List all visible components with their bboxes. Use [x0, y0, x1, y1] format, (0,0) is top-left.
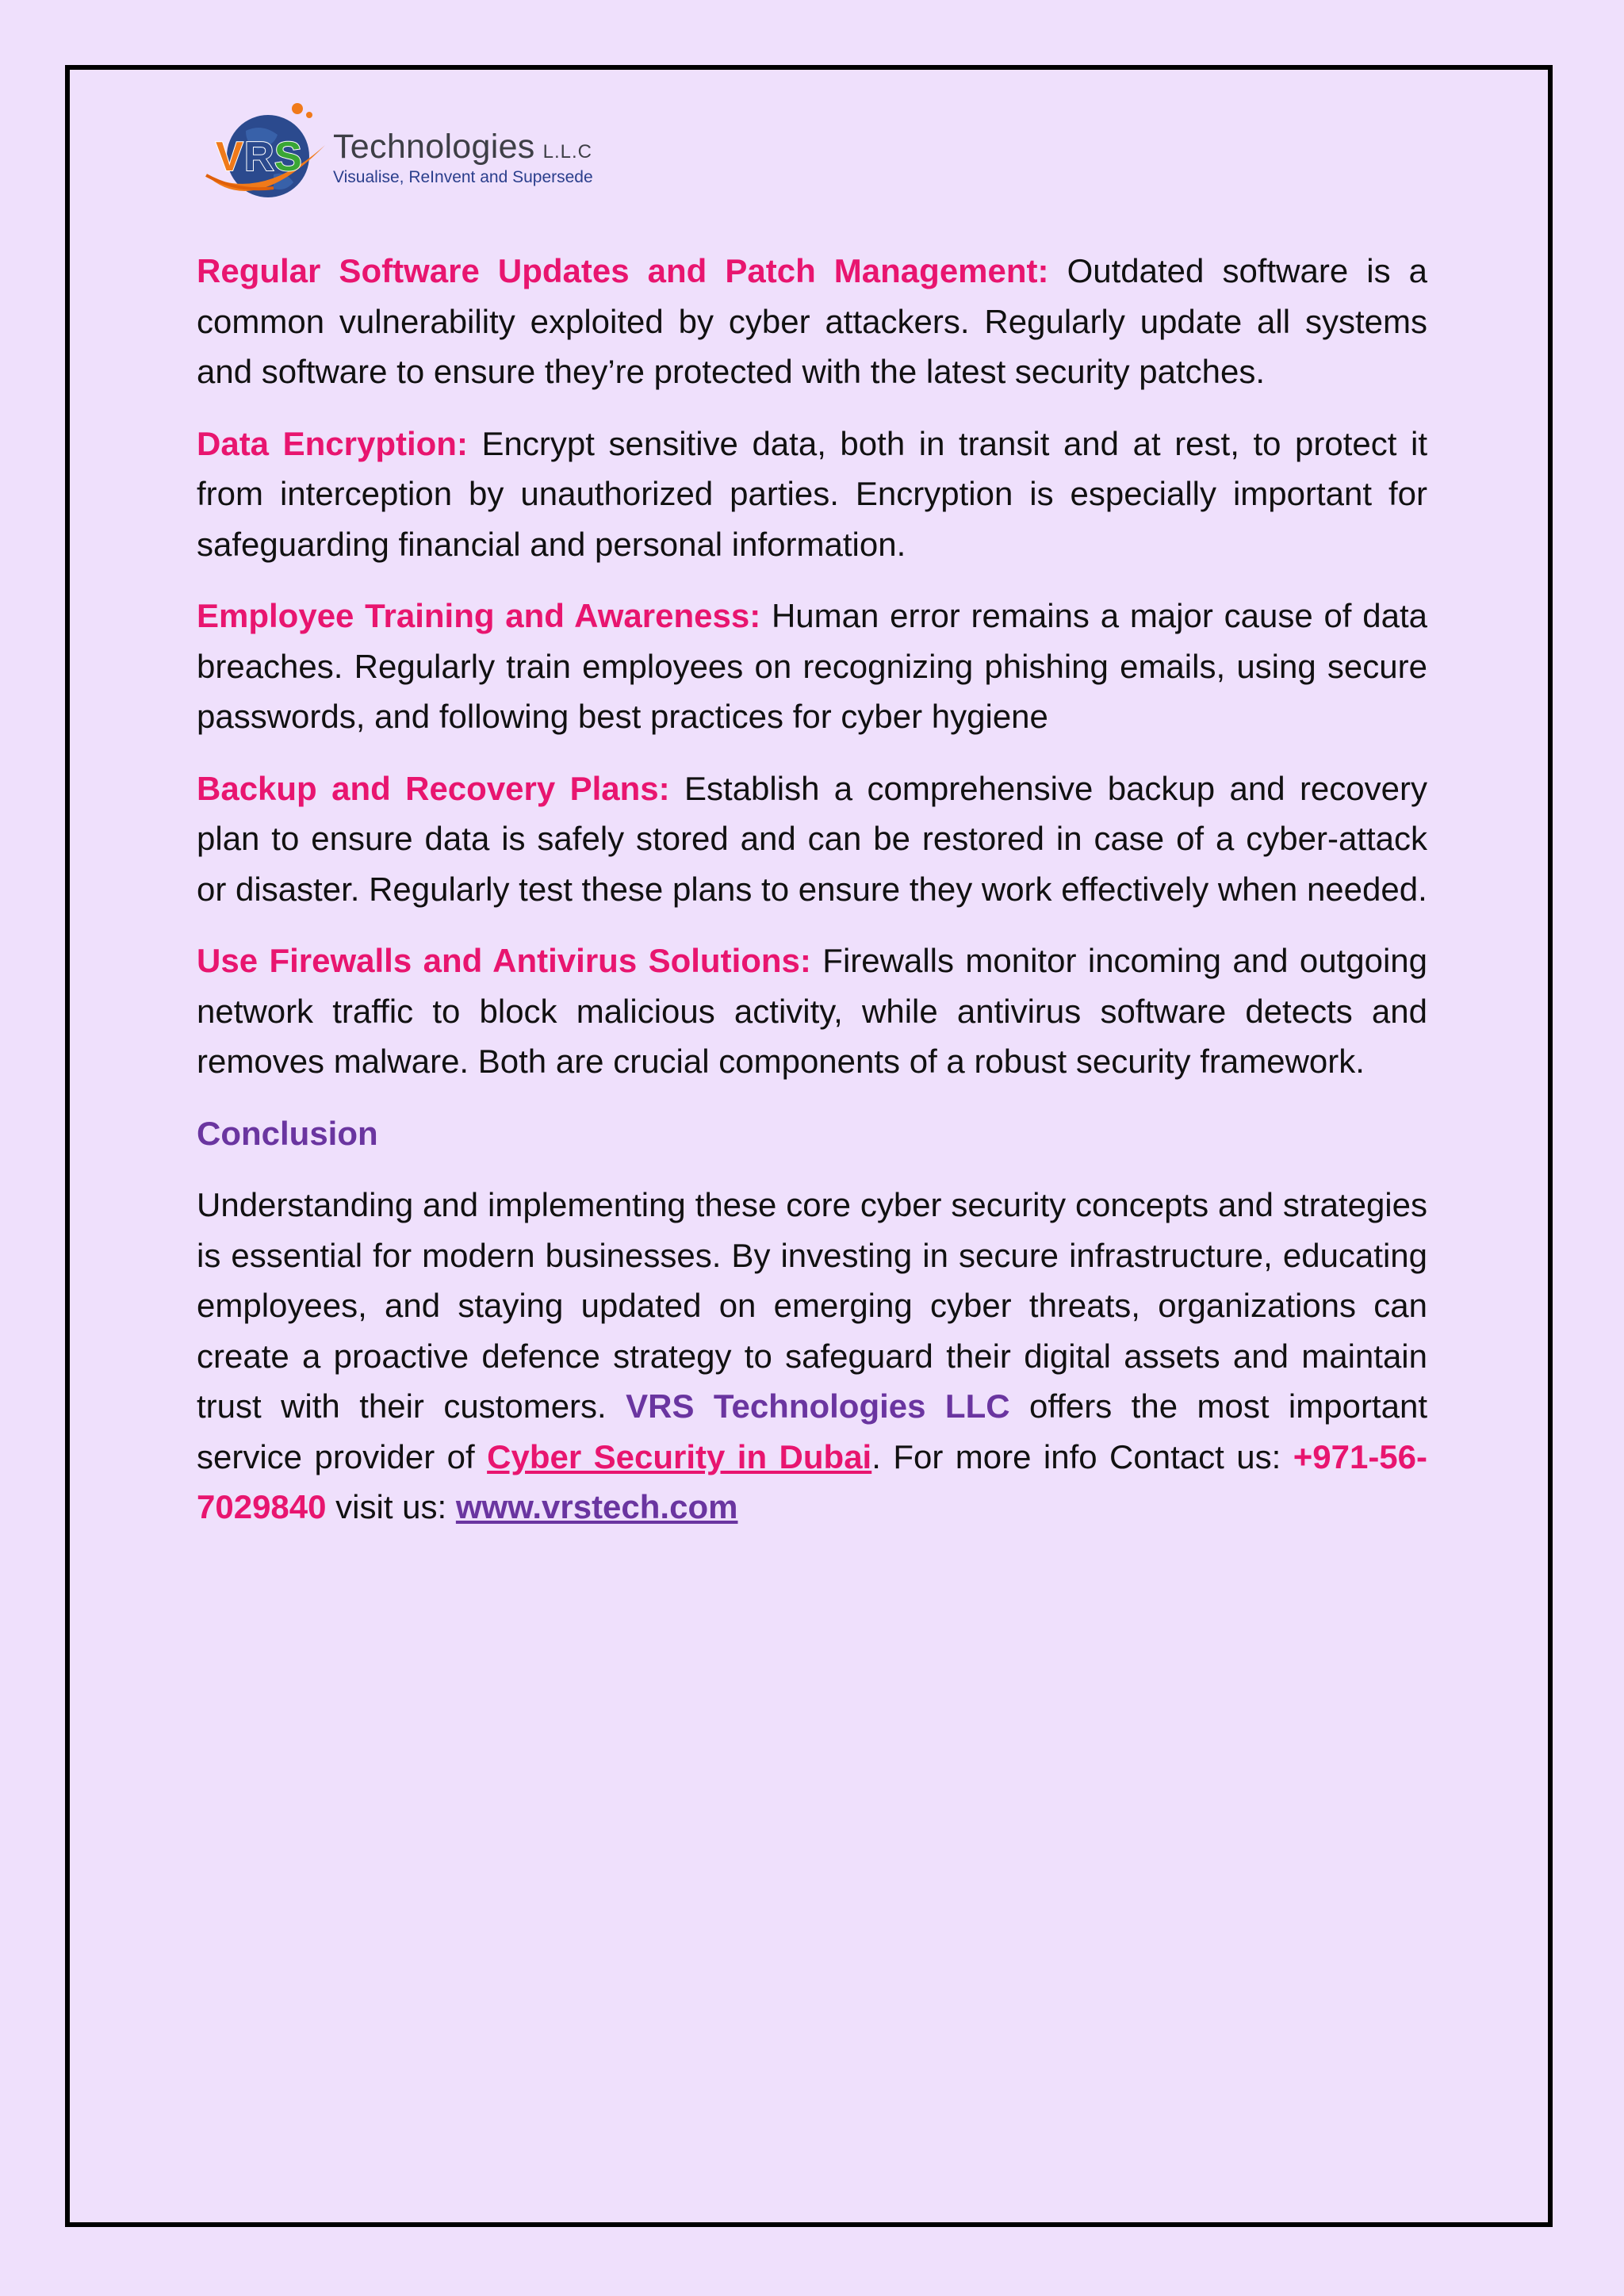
globe-logo-mark [198, 99, 333, 218]
section-lead: Backup and Recovery Plans: [197, 769, 670, 807]
section-software-updates [197, 246, 1427, 397]
section-body: Establish a comprehensive backup and recovery plan to ensure data is safely stored and can be restored in case of a cyber-attack or disaster. Regularly test these plans to ensure they work effectively when needed. [197, 769, 1427, 908]
section-firewalls-antivirus [197, 936, 1427, 1087]
section-lead: Use Firewalls and Antivirus Solutions: [197, 942, 811, 979]
section-body: Firewalls monitor incoming and outgoing network traffic to block malicious activity, while antivirus software detects and removes malware. Both are crucial components of a robust security framework. [197, 942, 1427, 1080]
company-logo [198, 99, 607, 218]
conclusion-text: Understanding and implementing these core cyber security concepts and strategies is essential for modern businesses. By investing in secure infrastructure, educating employees, and staying updated on emerging cyber threats, organizations can create a proactive defence strategy to safeguard their digital assets and maintain trust with their customers. [197, 1186, 1427, 1425]
section-body: Outdated software is a common vulnerability exploited by cyber attackers. Regularly update all systems and software to ensure they’re protected with the latest security patches. [197, 252, 1427, 390]
section-body: Human error remains a major cause of data breaches. Regularly train employees on recognizing phishing emails, using secure passwords, and following best practices for cyber hygiene [197, 597, 1427, 735]
logo-llc-suffix: L.L.C [542, 141, 592, 163]
section-lead: Data Encryption: [197, 424, 468, 462]
conclusion-text: visit us: [326, 1488, 456, 1525]
logo-tagline: Visualise, ReInvent and Supersede [333, 168, 593, 186]
document-body [197, 246, 1427, 1554]
cyber-security-dubai-link[interactable]: Cyber Security in Dubai [487, 1437, 872, 1475]
conclusion-text: offers the most important service provider of [197, 1387, 1427, 1475]
conclusion-text: . For more info Contact us: [871, 1437, 1293, 1475]
logo-company-name: Technologies L.L.C [333, 128, 592, 166]
website-link[interactable]: www.vrstech.com [455, 1488, 738, 1525]
section-employee-training [197, 591, 1427, 742]
section-body: Encrypt sensitive data, both in transit and at rest, to protect it from interception by unauthorized parties. Encryption is especially important for safeguarding financial and personal information. [197, 424, 1428, 563]
brand-name: VRS Technologies LLC [626, 1387, 1010, 1425]
section-lead: Regular Software Updates and Patch Management: [197, 252, 1049, 289]
section-data-encryption [197, 419, 1427, 570]
svg-text:S: S [274, 134, 302, 180]
svg-text:V: V [216, 134, 243, 180]
section-backup-recovery [197, 763, 1427, 915]
conclusion-heading: Conclusion [197, 1114, 378, 1152]
conclusion-paragraph [197, 1180, 1427, 1533]
contact-phone: +971-56-7029840 [197, 1437, 1428, 1525]
svg-text:R: R [244, 134, 274, 180]
section-lead: Employee Training and Awareness: [197, 597, 761, 634]
